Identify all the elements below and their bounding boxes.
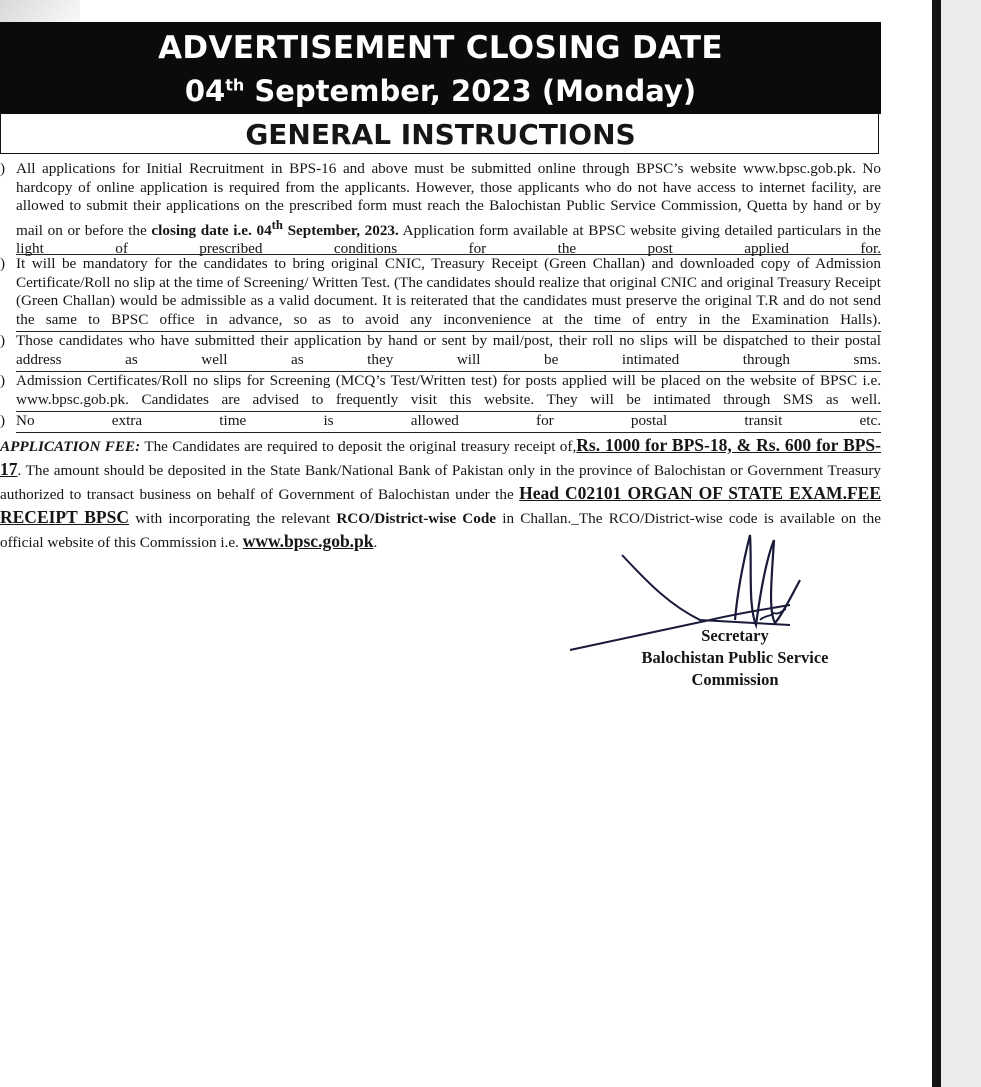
instruction-item-1	[0, 160, 881, 258]
fee-amount: Rs. 1000 for BPS-18, & Rs. 600 for BPS-17	[0, 435, 881, 479]
item-bullet: )	[0, 372, 6, 389]
item-text: Admission Certificates/Roll no slips for Screening (MCQ’s Test/Written test) for posts applied will be placed on the website of BPSC i.e. www.bpsc.gob.pk. Candidates are advised to frequently visit this website. They will be intimated through SMS as well.	[16, 372, 881, 412]
application-fee-paragraph: APPLICATION FEE: The Candidates are required to deposit the original treasury receipt of,Rs. 1000 for BPS-18, & Rs. 600 for BPS-17. The amount should be deposited in the State Bank/National Bank of Pakistan only in the province of Balochistan or Government Treasury authorized to transact business on behalf of Government of Balochistan under the Head C02101 ORGAN OF STATE EXAM.FEE RECEIPT BPSC with incorporating the relevant RCO/District-wise Code in Challan._The RCO/District-wise code is available on the official website of this Commission i.e. www.bpsc.gob.pk.	[0, 435, 881, 551]
banner-date: 04th September, 2023 (Monday)	[184, 74, 697, 108]
fee-website-link[interactable]: www.bpsc.gob.pk	[242, 531, 374, 551]
item-text: It will be mandatory for the candidates to bring original CNIC, Treasury Receipt (Green Challan) and downloaded copy of Admission Certificate/Roll no slip at the time of Screening/ Written Test. (The candidates should realize that original CNIC and original Treasury Receipt (Green Challan) would be admissible as a valid document. It is reiterated that the candidates must preserve the original T.R and do not send the same to BPSC office in advance, so as to avoid any inconvenience at the time of entry in the Examination Halls).	[16, 255, 881, 332]
signatory-designation: Secretary	[701, 626, 769, 645]
signatory-org-line1: Balochistan Public Service	[641, 648, 829, 667]
item-bullet: )	[0, 332, 6, 349]
banner-title: ADVERTISEMENT CLOSING DATE	[158, 30, 723, 66]
instructions-title: GENERAL INSTRUCTIONS	[245, 118, 636, 151]
item-bullet: )	[0, 160, 6, 177]
item-text: No extra time is allowed for postal transit etc.	[16, 412, 881, 433]
instruction-item-3	[0, 332, 881, 372]
closing-date-banner	[0, 22, 881, 114]
fee-head: Head C02101 ORGAN OF STATE EXAM.FEE RECEIPT BPSC	[0, 483, 881, 527]
instruction-item-4	[0, 372, 881, 412]
instruction-item-2	[0, 255, 881, 332]
item-text: All applications for Initial Recruitment in BPS-16 and above must be submitted online through BPSC’s website www.bpsc.gob.pk. No hardcopy of online application is required from the applicants. However, those applicants who do not have access to internet facility, are allowed to submit their applications on the prescribed form must reach the Balochistan Public Service Commission, Quetta by hand or by mail on or before the closing date i.e. 04th September, 2023. Application form available at BPSC website giving detailed particulars in the light of prescribed conditions for the post applied for.	[16, 160, 881, 258]
signatory-org-line2: Commission	[691, 670, 779, 689]
item-bullet: )	[0, 412, 6, 429]
scan-edge	[932, 0, 981, 1087]
instruction-item-5	[0, 412, 881, 433]
fee-code: RCO/District-wise Code	[336, 510, 497, 527]
item-bullet: )	[0, 255, 6, 272]
signatory-block	[600, 625, 870, 691]
item-text: Those candidates who have submitted their application by hand or sent by mail/post, their roll no slips will be dispatched to their postal address as well as they will be intimated through sms.	[16, 332, 881, 372]
fee-label: APPLICATION FEE:	[0, 438, 141, 455]
instructions-list	[0, 160, 881, 433]
